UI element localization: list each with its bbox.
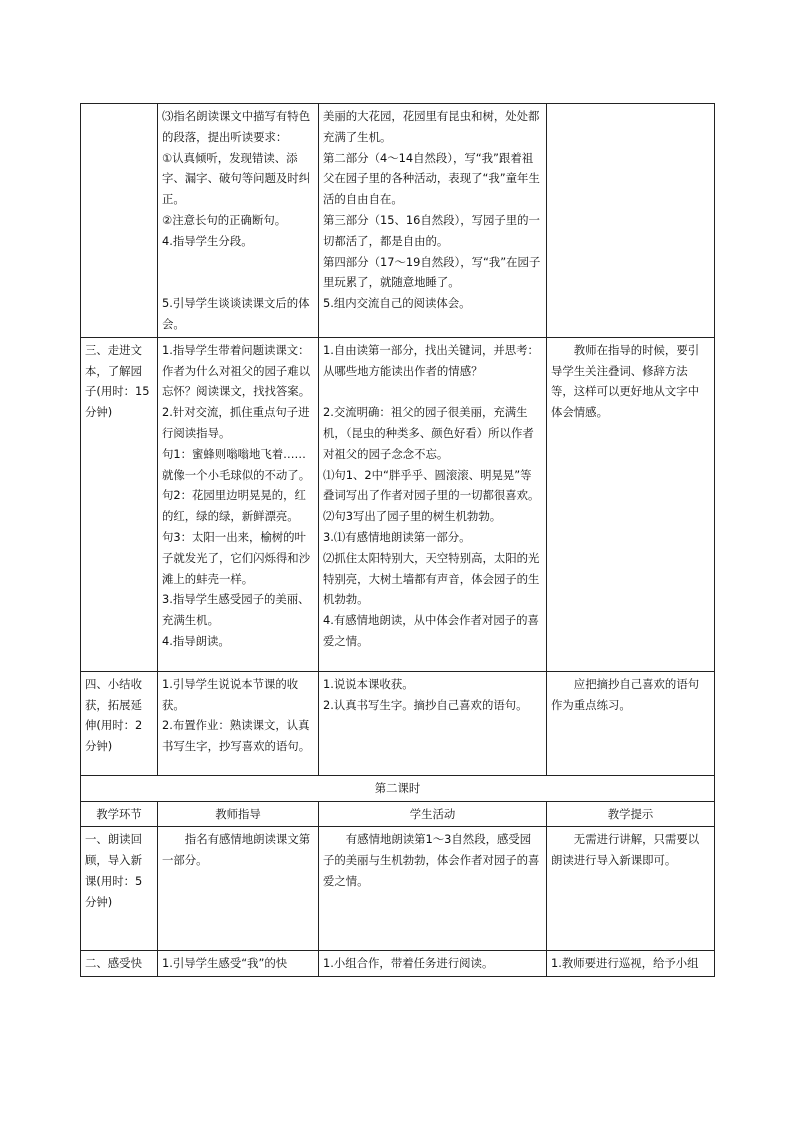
- teaching-tip-cell: 教师在指导的时候，要引导学生关注叠词、修辞方法等，这样可以更好地从文字中体会情感。: [547, 337, 715, 671]
- table-header-row: [81, 801, 715, 827]
- student-activity-cell: 1.小组合作，带着任务进行阅读。: [319, 951, 547, 977]
- table-row: [81, 671, 715, 775]
- table-row: [81, 827, 715, 951]
- table-row: [81, 951, 715, 977]
- stage-cell: 一、朗读回顾，导入新课(用时：5分钟): [81, 827, 158, 951]
- header-stage: 教学环节: [81, 801, 158, 827]
- table-row: [81, 337, 715, 671]
- student-activity-cell: 有感情地朗读第1～3自然段，感受园子的美丽与生机勃勃，体会作者对园子的喜爱之情。: [319, 827, 547, 951]
- header-tip: 教学提示: [547, 801, 715, 827]
- student-activity-cell: 美丽的大花园，花园里有昆虫和树，处处都充满了生机。 第二部分（4～14自然段），写“我”跟着祖父在园子里的各种活动，表现了“我”童年生活的自由自在。 第三部分（15、16自然段），写园子里的一切都活了，都是自由的。 第四部分（17～19自然段），写“我”在园子里玩累了，就随意地睡了。 5.组内交流自己的阅读体会。: [319, 104, 547, 338]
- teaching-tip-cell: 应把摘抄自己喜欢的语句作为重点练习。: [547, 671, 715, 775]
- teacher-guidance-cell: 指名有感情地朗读课文第一部分。: [158, 827, 319, 951]
- teaching-tip-cell: 无需进行讲解，只需要以朗读进行导入新课即可。: [547, 827, 715, 951]
- student-activity-cell: 1.自由读第一部分，找出关键词，并思考：从哪些地方能读出作者的情感？ 2.交流明确：祖父的园子很美丽，充满生机，（昆虫的种类多、颜色好看）所以作者对祖父的园子念念不忘。 ⑴句1、2中“胖乎乎、圆滚滚、明晃晃”等叠词写出了作者对园子里的一切都很喜欢。 ⑵句3写出了园子里的树生机勃勃。 3.⑴有感情地朗读第一部分。 ⑵抓住太阳特别大，天空特别高，太阳的光特别亮，大树土墙都有声音，体会园子的生机勃勃。 4.有感情地朗读，从中体会作者对园子的喜爱之情。: [319, 337, 547, 671]
- header-teacher: 教师指导: [158, 801, 319, 827]
- table-row: [81, 775, 715, 801]
- teacher-guidance-cell: ⑶指名朗读课文中描写有特色的段落，提出听读要求： ①认真倾听，发现错读、添字、漏字、破句等问题及时纠正。 ②注意长句的正确断句。 4.指导学生分段。 5.引导学生谈谈读课文后的体会。: [158, 104, 319, 338]
- section-title: 第二课时: [81, 775, 715, 801]
- stage-cell: [81, 104, 158, 338]
- header-student: 学生活动: [319, 801, 547, 827]
- stage-cell: 四、小结收获，拓展延伸(用时：2分钟): [81, 671, 158, 775]
- teacher-guidance-cell: 1.引导学生说说本节课的收获。 2.布置作业：熟读课文，认真书写生字，抄写喜欢的语句。: [158, 671, 319, 775]
- stage-cell: 三、走进文本，了解园子(用时：15分钟): [81, 337, 158, 671]
- teaching-tip-cell: 1.教师要进行巡视，给予小组: [547, 951, 715, 977]
- teacher-guidance-cell: 1.指导学生带着问题读课文：作者为什么对祖父的园子难以忘怀？阅读课文，找找答案。 2.针对交流，抓住重点句子进行阅读指导。 句1：蜜蜂则嗡嗡地飞着……就像一个小毛球似的不动了。 句2：花园里边明晃晃的，红的红，绿的绿，新鲜漂亮。 句3：太阳一出来，榆树的叶子就发光了，它们闪烁得和沙滩上的蚌壳一样。 3.指导学生感受园子的美丽、充满生机。 4.指导朗读。: [158, 337, 319, 671]
- student-activity-cell: 1.说说本课收获。 2.认真书写生字。摘抄自己喜欢的语句。: [319, 671, 547, 775]
- teaching-tip-cell: [547, 104, 715, 338]
- teacher-guidance-cell: 1.引导学生感受“我”的快: [158, 951, 319, 977]
- lesson-plan-table: [80, 103, 715, 977]
- stage-cell: 二、感受快: [81, 951, 158, 977]
- table-row: [81, 104, 715, 338]
